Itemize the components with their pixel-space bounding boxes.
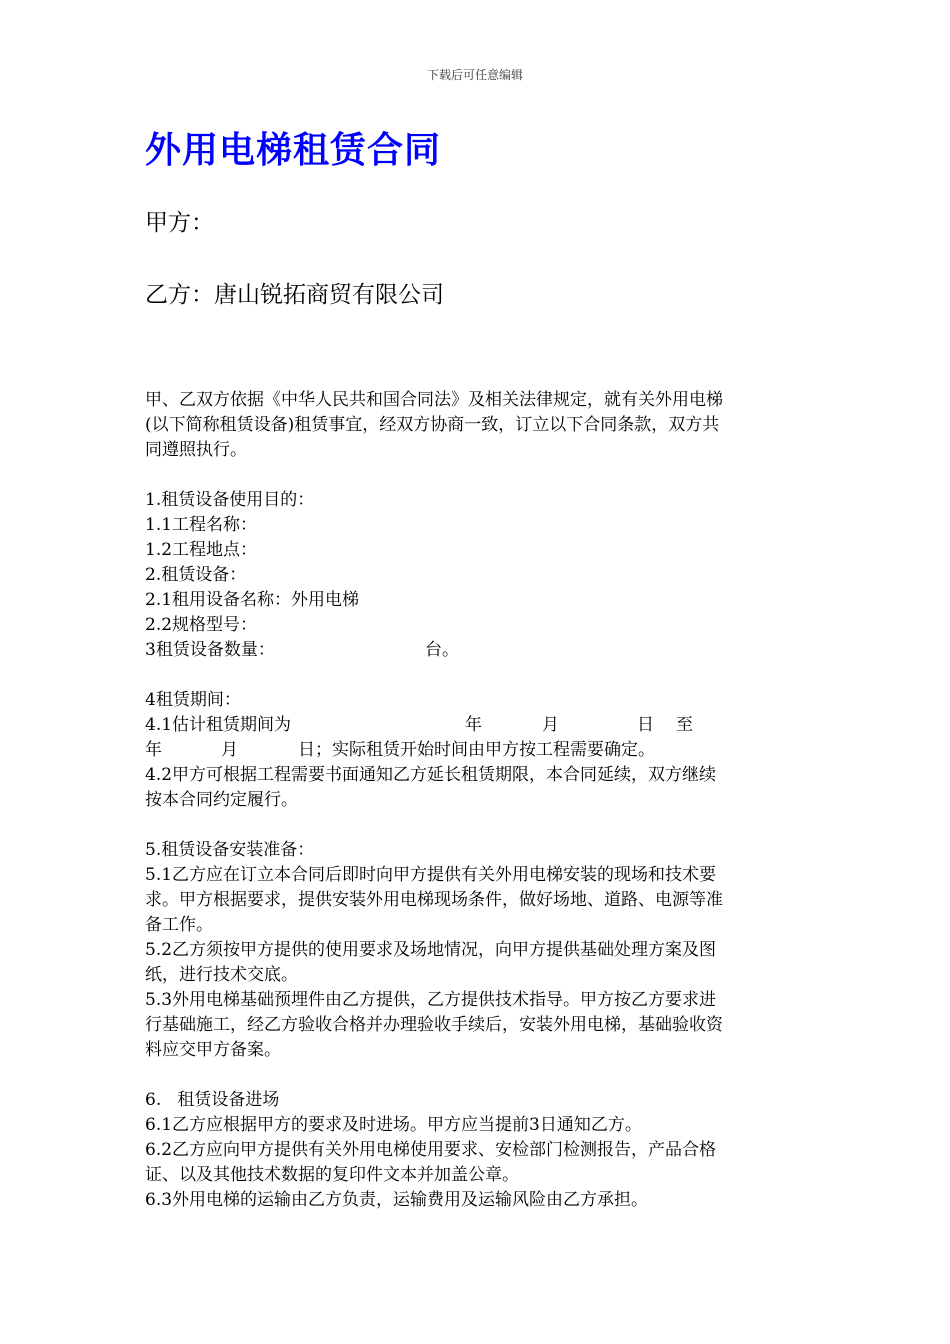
clause-line: 2.租赁设备： — [145, 565, 247, 585]
end-month: 月 — [221, 740, 238, 760]
party-b: 乙方：唐山锐拓商贸有限公司 — [145, 282, 444, 308]
clause-line: 4.2甲方可根据工程需要书面通知乙方延长租赁期限，本合同延续，双方继续 — [145, 765, 717, 785]
section-heading: 5.租赁设备安装准备： — [145, 840, 315, 860]
quantity-label: 3租赁设备数量： — [145, 640, 275, 660]
quantity-row — [145, 638, 805, 663]
end-year: 年 — [145, 740, 162, 760]
contract-body — [145, 388, 805, 1213]
document-title: 外用电梯租赁合同 — [145, 129, 442, 171]
clause-line: 5.1乙方应在订立本合同后即时向甲方提供有关外用电梯安装的现场和技术要 — [145, 865, 717, 885]
clause-line: 6.2乙方应向甲方提供有关外用电梯使用要求、安检部门检测报告，产品合格 — [145, 1140, 717, 1160]
clause-line: 按本合同约定履行。 — [145, 790, 298, 810]
start-day: 日 — [637, 715, 654, 735]
clause-line: 纸，进行技术交底。 — [145, 965, 298, 985]
clause-line: 1.租赁设备使用目的： — [145, 490, 315, 510]
clause-line: 备工作。 — [145, 915, 213, 935]
clause-line: 6.3外用电梯的运输由乙方负责，运输费用及运输风险由乙方承担。 — [145, 1190, 649, 1210]
clause-line: 1.2工程地点： — [145, 540, 258, 560]
period-start-label: 4.1估计租赁期间为 — [145, 715, 292, 735]
clause-line: 6.1乙方应根据甲方的要求及时进场。甲方应当提前3日通知乙方。 — [145, 1115, 642, 1135]
clause-line: 求。甲方根据要求，提供安装外用电梯现场条件，做好场地、道路、电源等准 — [145, 890, 723, 910]
start-year: 年 — [465, 715, 482, 735]
header-note: 下载后可任意编辑 — [426, 68, 523, 82]
intro-line: 同遵照执行。 — [145, 440, 247, 460]
end-day-text: 日；实际租赁开始时间由甲方按工程需要确定。 — [298, 740, 655, 760]
period-start-row — [145, 713, 805, 738]
clause-line: 料应交甲方备案。 — [145, 1040, 281, 1060]
intro-line: (以下简称租赁设备)租赁事宜，经双方协商一致，订立以下合同条款，双方共 — [145, 415, 720, 435]
section-heading: 4租赁期间： — [145, 690, 241, 710]
start-month: 月 — [542, 715, 559, 735]
clause-line: 证、以及其他技术数据的复印件文本并加盖公章。 — [145, 1165, 519, 1185]
clause-line: 5.2乙方须按甲方提供的使用要求及场地情况，向甲方提供基础处理方案及图 — [145, 940, 717, 960]
clause-line: 1.1工程名称： — [145, 515, 258, 535]
quantity-unit: 台。 — [425, 640, 459, 660]
period-end-row — [145, 738, 805, 763]
clause-line: 2.2规格型号： — [145, 615, 258, 635]
clause-line: 5.3外用电梯基础预埋件由乙方提供，乙方提供技术指导。甲方按乙方要求进 — [145, 990, 717, 1010]
intro-line: 甲、乙双方依据《中华人民共和国合同法》及相关法律规定，就有关外用电梯 — [145, 390, 723, 410]
date-to: 至 — [676, 715, 693, 735]
clause-line: 2.1租用设备名称：外用电梯 — [145, 590, 360, 610]
section-heading: 6. 租赁设备进场 — [145, 1090, 280, 1110]
party-a: 甲方： — [145, 210, 214, 236]
clause-line: 行基础施工，经乙方验收合格并办理验收手续后，安装外用电梯，基础验收资 — [145, 1015, 723, 1035]
